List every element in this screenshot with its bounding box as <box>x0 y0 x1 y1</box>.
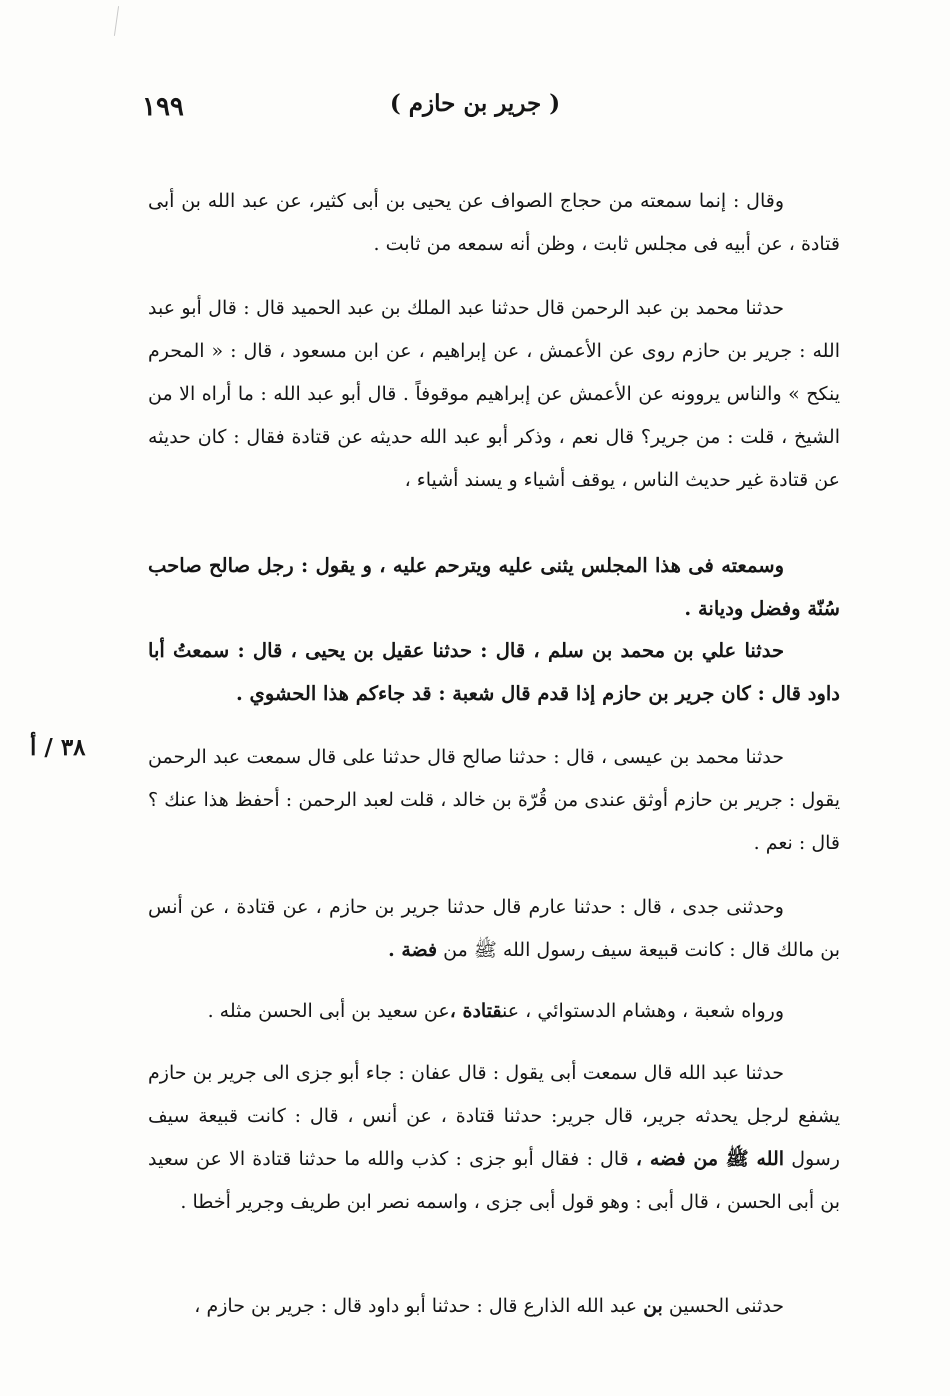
paragraph-7 <box>148 990 840 1033</box>
paragraph-8-text: حدثنا عبد الله قال سمعت أبى يقول : قال عفان : جاء أبو جزى الى جرير بن حازم يشفع لرجل يحدثه جرير، قال جرير: حدثنا قتادة ، عن أنس ، قال : كانت قبيعة سيف رسول <box>148 1062 840 1170</box>
paragraph-9-tail: عبد الله الذارع قال : حدثنا أبو داود قال : جرير بن حازم ، <box>194 1295 638 1317</box>
paragraph-7-bold-mid: قتادة ، <box>449 1000 503 1022</box>
paragraph-5-text: حدثنا محمد بن عيسى ، قال : حدثنا صالح قال حدثنا على قال سمعت عبد الرحمن يقول : جرير بن حازم أوثق عندى من قُرّة بن خالد ، قلت لعبد الرحمن : أحفظ هذا عنك ؟ قال : نعم . <box>148 746 840 854</box>
page-number: ١٩٩ <box>142 92 184 122</box>
paragraph-7-text: ورواه شعبة ، وهشام الدستوائي ، عن <box>502 1000 784 1022</box>
paragraph-8-tail: قال : فقال أبو جزى : كذب والله ما حدثنا قتادة الا عن سعيد بن أبى الحسن ، قال أبى : وهو قول أبى جزى ، واسمه نصر ابن طريف وجرير أخطا . <box>148 1148 840 1213</box>
scan-mark <box>114 6 119 36</box>
paragraph-6-bold-tail: فضة . <box>388 939 438 961</box>
paragraph-4-text: حدثنا علي بن محمد بن سلم ، قال : حدثنا عقيل بن يحيى ، قال : سمعتُ أبا داود قال : كان جرير بن حازم إذا قدم قال شعبة : قد جاءكم هذا الحشوي . <box>148 639 840 705</box>
paragraph-1 <box>148 180 840 266</box>
paragraph-2-text: حدثنا محمد بن عبد الرحمن قال حدثنا عبد الملك بن عبد الحميد قال : قال أبو عبد الله : جرير بن حازم روى عن الأعمش ، عن إبراهيم ، عن ابن مسعود ، قال : « المحرم ينكح » والناس يروونه عن الأعمش عن إبراهيم موقوفاً . قال أبو عبد الله : ما أراه الا من الشيخ ، قلت : من جرير؟ قال نعم ، وذكر أبو عبد الله حديثه عن قتادة فقال : كان حديثه عن قتادة غير حديث الناس ، يوقف أشياء و يسند أشياء ، <box>148 297 840 491</box>
margin-folio-note: ٣٨ / أ <box>30 734 86 761</box>
paragraph-1-text: وقال : إنما سمعته من حجاج الصواف عن يحيى بن أبى كثير، عن عبد الله بن أبى قتادة ، عن أبيه فى مجلس ثابت ، وظن أنه سمعه من ثابت . <box>148 190 840 255</box>
paragraph-5 <box>148 736 840 865</box>
paragraph-6 <box>148 886 840 972</box>
paragraph-7-tail: عن سعيد بن أبى الحسن مثله . <box>207 1000 450 1022</box>
paragraph-3-text: وسمعته فى هذا المجلس يثنى عليه ويترحم عليه ، و يقول : رجل صالح صاحب سُنّة وفضل وديانة . <box>148 554 840 620</box>
paragraph-9-text: حدثنى الحسين <box>668 1295 784 1317</box>
paragraph-4-bold <box>148 629 840 715</box>
paragraph-3-bold <box>148 544 840 630</box>
running-head: ( جرير بن حازم ) <box>389 90 561 117</box>
paragraph-2 <box>148 287 840 502</box>
paragraph-6-text: وحدثنى جدى ، قال : حدثنا عارم قال حدثنا جرير بن حازم ، عن قتادة ، عن أنس بن مالك قال : كانت قبيعة سيف رسول الله ﷺ من <box>148 896 840 961</box>
paragraph-9-bold-mid: بن <box>643 1295 663 1317</box>
paragraph-9 <box>148 1285 840 1328</box>
paragraph-8 <box>148 1052 840 1224</box>
paragraph-8-bold-mid: الله ﷺ من فضه ، <box>635 1148 785 1170</box>
